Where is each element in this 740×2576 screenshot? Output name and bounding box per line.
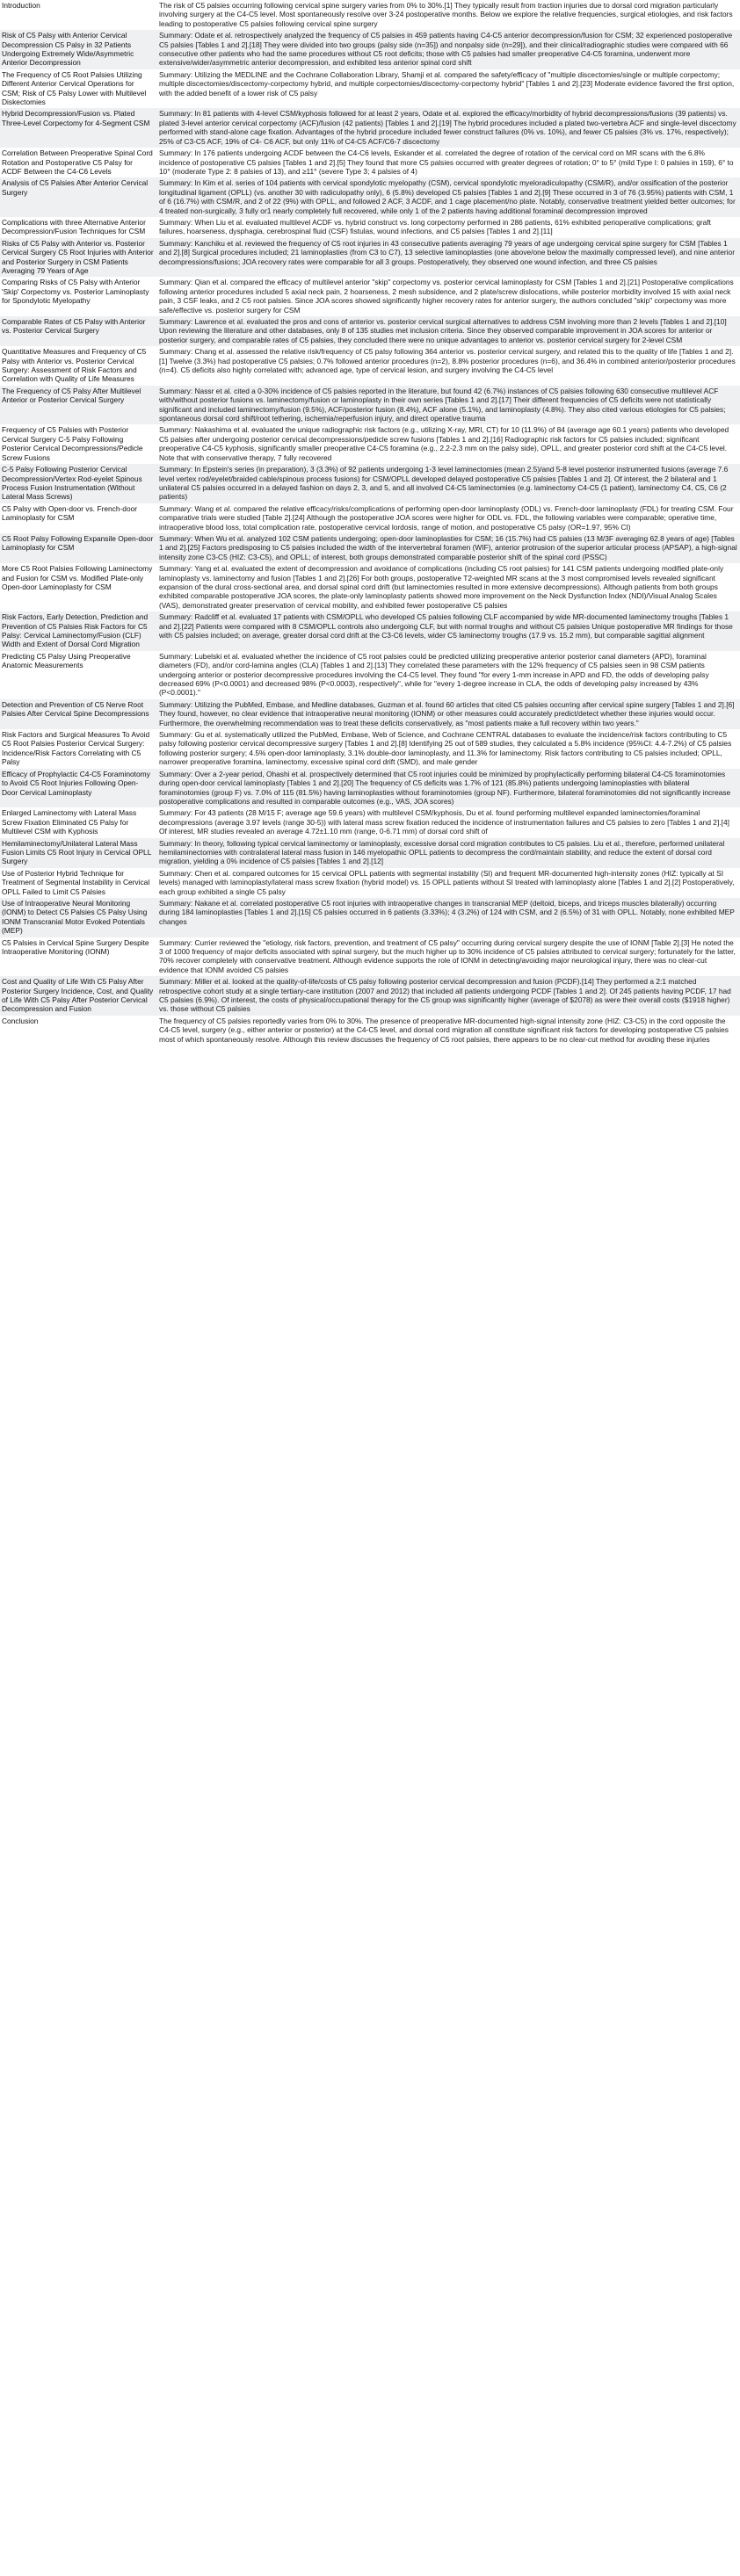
row-summary: Summary: In Epstein's series (in preparation), 3 (3.3%) of 92 patients undergoing 1-3 level laminectomies (mean 2.5)/and 5-8 level posterior instrumented fusions (average 7.6 level vertex rod/eyelet/braided cable/spinous process fusions) for CSM/OPLL developed delayed postoperative C5 palsies [Tables 1 and 2]. Of interest, the 2 bilateral and 1 unilateral C5 palsies occurred in a delayed fashion on days 2, 3, and 5, and all involved C4-C5 laminectomies (e.g. laminectomy C4-C5 (1 patient), laminectomy C4, C5, C6 (2 patients) [157,464,740,503]
table-row [0,386,740,425]
row-topic: C5 Root Palsy Following Expansile Open-door Laminoplasty for CSM [0,533,157,563]
table-row [0,69,740,109]
row-topic: Detection and Prevention of C5 Nerve Root Palsies After Cervical Spine Decompressions [0,699,157,729]
row-summary: The risk of C5 palsies occurring following cervical spine surgery varies from 0% to 30%.[1] They typically result from traction injuries due to dorsal cord migration particularly involving surgery at the C4-C5 level. Most spontaneously resolve over 3-24 postoperative months. Below we explore the relative frequencies, surgical etiologies, and risk factors leading to postoperative C5 palsies following cervical spine surgery [157,0,740,30]
table-row [0,563,740,611]
row-topic: Complications with three Alternative Anterior Decompression/Fusion Techniques for CSM [0,217,157,238]
row-topic: Frequency of C5 Palsies with Posterior Cervical Surgery C-5 Palsy Following Posterior Cervical Decompressions/Pedicle Screw Fusions [0,424,157,464]
row-summary: Summary: Over a 2-year period, Ohashi et al. prospectively determined that C5 root injuries could be minimized by prophylactically performing bilateral C4-C5 foraminotomies during open-door cervical laminoplasty [Tables 1 and 2].[20] The frequency of C5 deficits was 1.7% of 121 (85.8%) patients undergoing laminoplasties with bilateral foraminotomies (group F) vs. 7.0% of 115 (81.5%) having laminoplasties without foraminotomies (group NF). Furthermore, bilateral foraminotomies did not significantly increase postoperative complications and resulted in comparable outcomes (e.g., VAS, JOA scores) [157,769,740,808]
table-row [0,316,740,346]
table-row [0,30,740,69]
row-topic: Analysis of C5 Palsies After Anterior Cervical Surgery [0,177,157,217]
table-row [0,424,740,464]
table-row [0,238,740,278]
row-topic: Comparing Risks of C5 Palsy with Anterior 'Skip' Corpectomy vs. Posterior Laminoplasty for Spondylotic Myelopathy [0,277,157,316]
row-topic: Quantitative Measures and Frequency of C5 Palsy with Anterior vs. Posterior Cervical Surgery: Assessment of Risk Factors and Correlation with Quality of Life Measures [0,346,157,386]
row-summary: Summary: Wang et al. compared the relative efficacy/risks/complications of performing open-door laminoplasty (ODL) vs. French-door laminoplasty (FDL) for treating CSM. Four comparative trials were studied [Table 2].[24] Although the postoperative JOA scores were higher for ODL vs. FDL, the following variables were comparable; operative time, intraoperative blood loss, total complication rate, postoperative cervical lordosis, range of motion, and postoperative C5 palsy (OR=1.97, 95% CI) [157,503,740,533]
table-row [0,533,740,563]
row-summary: Summary: Lubelski et al. evaluated whether the incidence of C5 root palsies could be predicted utilizing preoperative anterior posterior canal diameters (APD), foraminal diameters (FD), and/or cord-lamina angles (CLA) [Tables 1 and 2].[13] They correlated these parameters with the 12% frequency of C5 palsies seen in 98 CSM patients undergoing anterior or posterior decompressive procedures involving the C4-C5 level. They found "for every 1-mm increase in APD and FD, the odds of developing palsy decreased 69% (P<0.0001) and decreased 98% (P<0.0003), respectively", while for "every 1-degree increase in CLA, the odds of developing palsy increased by 43% (P<0.0001)." [157,651,740,699]
table-row [0,976,740,1016]
row-topic: Predicting C5 Palsy Using Preoperative Anatomic Measurements [0,651,157,699]
table-row [0,769,740,808]
row-summary: Summary: For 43 patients (28 M/15 F; average age 59.6 years) with multilevel CSM/kyphosis, Du et al. found performing multilevel expanded laminectomies/foraminal decompressions (average 3.97 levels (range 30-5)) with lateral mass screw fixation reduced the incidence of instrumentation failures and C5 palsies to zero [Tables 1 and 2].[4] Of interest, MR studies revealed an average 4.72±1.10 mm (range, 0-6.71 mm) of dorsal cord shift of [157,807,740,837]
table-row [0,898,740,937]
row-topic: Use of Posterior Hybrid Technique for Treatment of Segmental Instability in Cervical OPLL Failed to Limit C5 Palsies [0,868,157,898]
row-topic: Hybrid Decompression/Fusion vs. Plated Three-Level Corpectomy for 4-Segment CSM [0,108,157,148]
row-summary: Summary: In 176 patients undergoing ACDF between the C4-C6 levels, Eskander et al. correlated the degree of rotation of the cervical cord on MR scans with the 6.8% incidence of postoperative C5 palsies [Tables 1 and 2].[5] They found that more C5 palsies occurred with greater degrees of rotation; 0° to 5° (mild Type I: 0 palsies in 159), 6° to 10° (moderate Type 2: 8 palsies of 13), and ≥11° (severe Type 3; 4 palsies of 4) [157,148,740,177]
row-topic: C5 Palsy with Open-door vs. French-door Laminoplasty for CSM [0,503,157,533]
table-row [0,177,740,217]
row-topic: Comparable Rates of C5 Palsy with Anterior vs. Posterior Cervical Surgery [0,316,157,346]
table-row [0,838,740,868]
row-topic: Risks of C5 Palsy with Anterior vs. Posterior Cervical Surgery C5 Root Injuries with Anterior and Posterior Surgery in CSM Patients Averaging 79 Years of Age [0,238,157,278]
row-topic: The Frequency of C5 Palsy After Multilevel Anterior or Posterior Cervical Surgery [0,386,157,425]
row-summary: Summary: Lawrence et al. evaluated the pros and cons of anterior vs. posterior cervical surgical alternatives to address CSM involving more than 2 levels [Tables 1 and 2].[10] Upon reviewing the literature and other databases, only 8 of 135 studies met inclusion criteria. Since they observed comparable improvement in JOA scores for anterior or posterior surgery, and comparable rates of C5 palsies, they concluded there were no unique advantages to anterior vs. posterior cervical surgery for 2-level CSM [157,316,740,346]
table-row [0,277,740,316]
table-row [0,1016,740,1046]
table-row [0,346,740,386]
row-summary: Summary: Odate et al. retrospectively analyzed the frequency of C5 palsies in 459 patients having C4-C5 anterior decompression/fusion for CSM; 32 experienced postoperative C5 palsies [Tables 1 and 2].[18] They were divided into two groups (palsy side (n=35]) and nonpalsy side (n=29]), and their clinical/radiographic studies were compared with 66 consecutive other patients who had the same procedures without C5 root deficits; those with C5 palsies had smaller preoperative C4-C5 foramina, underwent more extensive/wider/asymmetric anterior decompression, and exhibited less anterior spinal cord shift [157,30,740,69]
row-summary: Summary: Radcliff et al. evaluated 17 patients with CSM/OPLL who developed C5 palsies following CLF accompanied by wide MR-documented laminectomy troughs [Tables 1 and 2].[22] Patients were compared with 8 CSM/OPLL controls also undergoing CLF, but with normal troughs and without C5 palsies Unique postoperative MR findings for those with C5 palsies included; on average, greater dorsal cord drift at the C3-C6 levels, wider C5 laminectomy troughs (17.9 vs. 15.2 mm), but comparable sagittal alignment [157,611,740,651]
row-topic: Correlation Between Preoperative Spinal Cord Rotation and Postoperative C5 Palsy for ACDF Between the C4-C6 Levels [0,148,157,177]
row-topic: C5 Palsies in Cervical Spine Surgery Despite Intraoperative Monitoring (IONM) [0,937,157,977]
row-summary: Summary: Kanchiku et al. reviewed the frequency of C5 root injuries in 43 consecutive patients averaging 79 years of age undergoing cervical spine surgery for CSM [Tables 1 and 2].[8] Surgical procedures included; 21 laminoplasties (from C3 to C7), 13 selective laminoplasties (one above/one below the maximally compressed level), and nine anterior decompressions/fusions; JOA recovery rates were comparable for all 3 groups. Postoperatively, they observed one wound infection, and three C5 palsies [157,238,740,278]
row-summary: Summary: Chen et al. compared outcomes for 15 cervical OPLL patients with segmental instability (SI) and frequent MR-documented high-intensity zones (HIZ: typically at SI levels) managed with laminoplasty/lateral mass screw fixation (hybrid model) vs. 15 OPLL patients without SI treated with laminoplasty alone [Tables 1 and 2].[2] Postoperatively, each group exhibited a single C5 palsy [157,868,740,898]
table-row [0,464,740,503]
summary-table [0,0,740,1046]
table-row [0,217,740,238]
table-row [0,729,740,769]
table-row [0,148,740,177]
row-summary: The frequency of C5 palsies reportedly varies from 0% to 30%. The presence of preoperative MR-documented high-signal intensity zone (HIZ: C3-C5) in the cord opposite the C4-C5 level, surgery (e.g., either anterior or posterior) at the C4-C5 level, and dorsal cord migration all constitute significant risk factors for developing postoperative C5 palsies most of which spontaneously resolve. Although this review discusses the frequency of C5 root palsies, there appears to be no clear-cut method for avoiding these injuries [157,1016,740,1046]
row-summary: Summary: Nassr et al. cited a 0-30% incidence of C5 palsies reported in the literature, but found 42 (6.7%) instances of C5 palsies following 630 consecutive multilevel ACF with/without posterior fusions vs. laminectomy/fusion or laminoplasty in their own series [Tables 1 and 2].[17] Their different frequencies of C5 deficits were not statistically significant and included laminectomy/fusion (9.5%), ACF/posterior fusion (8.4%), ACF alone (5.1%), and laminoplasty (4.8%). They also cited various etiologies for C5 palsies; spontaneous dorsal cord shift/root tethering, ischemia/reperfusion injury, and direct operative trauma [157,386,740,425]
table-row [0,0,740,30]
row-topic: Hemilaminectomy/Unilateral Lateral Mass Fusion Limits C5 Root Injury in Cervical OPLL Surgery [0,838,157,868]
row-topic: Introduction [0,0,157,30]
row-summary: Summary: Yang et al. evaluated the extent of decompression and avoidance of complications (including C5 root palsies) for 141 CSM patients undergoing modified plate-only laminoplasty vs. laminectomy and fusion [Tables 1 and 2].[26] For both groups, postoperative T2-weighted MR scans at the 3 most compromised levels revealed significant expansion of the dural cross-sectional area, and dorsal spinal cord drift (but laminectomies resulted in more extensive decompressions). Although patients from both groups exhibited comparable postoperative JOA scores, the plate-only laminoplasty patients showed more improvement on the Neck Dysfunction Index (NDI)/Visual Analog Scales (VAS), demonstrated greater preservation of cervical mobility, and exhibited fewer postoperative C5 palsies [157,563,740,611]
table-row [0,503,740,533]
table-row [0,807,740,837]
row-summary: Summary: When Wu et al. analyzed 102 CSM patients undergoing; open-door laminoplasties for CSM; 16 (15.7%) had C5 palsies (13 M/3F averaging 62.8 years of age) [Tables 1 and 2].[25] Factors predisposing to C5 palsies included the width of the intervertebral foramen (WIF), anterior protrusion of the superior articular process (APSAP), a high-signal intensity zone C3-C5 (HIZ: C3-C5), and OPLL; of interest, both groups demonstrated comparable posterior shift of the spinal cord (PSSC) [157,533,740,563]
row-summary: Summary: When Liu et al. evaluated multilevel ACDF vs. hybrid construct vs. long corpectomy performed in 286 patients, 61% exhibited perioperative complications; graft failures, hoarseness, dysphagia, cerebrospinal fluid (CSF) fistulas, wound infections, and C5 palsies [Tables 1 and 2].[11] [157,217,740,238]
row-summary: Summary: Chang et al. assessed the relative risk/frequency of C5 palsy following 364 anterior vs. posterior cervical surgery, and related this to the quality of life [Tables 1 and 2].[1] Twelve (3.3%) had postoperative C5 palsies; 0.7% followed anterior procedures (n=2), 8.8% posterior procedures (n=6), and 36.4% in combined anterior/posterior procedures (n=4). C5 deficits also highly correlated with; advanced age, type of cervical lesion, and surgery involving the C4-C5 level [157,346,740,386]
row-summary: Summary: Miller et al. looked at the quality-of-life/costs of C5 palsy following posterior cervical decompression and fusion (PCDF).[14] They performed a 2:1 matched retrospective cohort study at a single tertiary-care institution (2007 and 2012) that included all patients undergoing PCDF [Tables 1 and 2]. Of 245 patients having PCDF, 17 had C5 palsies (6.9%). Of interest, the costs of physical/occupational therapy for the C5 group was significantly higher (average of $2078) as were their overall costs ($1918 higher) vs. those without C5 palsies [157,976,740,1016]
row-summary: Summary: Nakane et al. correlated postoperative C5 root injuries with intraoperative changes in transcranial MEP (deltoid, biceps, and triceps muscles bilaterally) occurring during 184 laminoplasties [Tables 1 and 2].[15] C5 palsies occurred in 6 patients (3.33%); 4 (3.2%) of 124 with CSM, and 2 (6.5%) of 31 with OPLL. Notably, none exhibited MEP changes [157,898,740,937]
table-row [0,611,740,651]
row-topic: Enlarged Laminectomy with Lateral Mass Screw Fixation Eliminated C5 Palsy for Multilevel CSM with Kyphosis [0,807,157,837]
row-summary: Summary: Currier reviewed the "etiology, risk factors, prevention, and treatment of C5 palsy" occurring during cervical surgery despite the use of IONM [Table 2].[3] He noted the 3 of 1000 frequency of major deficits associated with spinal surgery, but the much higher up to 30% incidence of C5 palsies attributed to cervical surgery; fortunately for the latter, 70% recover completely with conservative treatment. Although evidence supports the role of IONM in detecting/avoiding major neurological injury, there was no clear-cut evidence that IONM avoided C5 palsies [157,937,740,977]
row-topic: Risk of C5 Palsy with Anterior Cervical Decompression C5 Palsy in 32 Patients Undergoing Extremely Wide/Asymmetric Anterior Decompression [0,30,157,69]
row-topic: Cost and Quality of Life With C5 Palsy After Posterior Surgery Incidence, Cost, and Quality of Life With C5 Palsy After Posterior Cervical Decompression and Fusion [0,976,157,1016]
table-row [0,868,740,898]
row-topic: Risk Factors, Early Detection, Prediction and Prevention of C5 Palsies Risk Factors for C5 Palsy: Cervical Laminectomy/Fusion (CLF) Width and Extent of Dorsal Cord Migration [0,611,157,651]
row-topic: Use of Intraoperative Neural Monitoring (IONM) to Detect C5 Palsies C5 Palsy Using IONM Transcranial Motor Evoked Potentials (MEP) [0,898,157,937]
row-topic: More C5 Root Palsies Following Laminectomy and Fusion for CSM vs. Modified Plate-only Open-door Laminoplasty for CSM [0,563,157,611]
row-summary: Summary: In 81 patients with 4-level CSM/kyphosis followed for at least 2 years, Odate et al. explored the efficacy/morbidity of hybrid decompressions/fusions (39 patients) vs. plated 3-level anterior cervical corpectomy (ACF)/fusion (42 patients) [Tables 1 and 2].[19] The hybrid procedures included a plated two-vertebra ACF and single-level discectomy performed with stand-alone cage fixation. Advantages of the hybrid procedure included fewer construct failures (0% vs. 10%), and fewer C5 palsies (3% vs. 17%, respectively); 25% of C3-C5 ACF, 19% of C4- C6 ACF, but only 11% of C4-C5 ACF/C6-7 discectomy [157,108,740,148]
row-topic: Risk Factors and Surgical Measures To Avoid C5 Root Palsies Posterior Cervical Surgery: Incidence/Risk Factors Correlating with C5 Palsy [0,729,157,769]
row-summary: Summary: Nakashima et al. evaluated the unique radiographic risk factors (e.g., utilizing X-ray, MRI, CT) for 10 (11.9%) of 84 (average age 60.1 years) patients who developed C5 palsies after undergoing posterior cervical decompressions/pedicle screw fusions [Tables 1 and 2].[16] Radiographic risk factors for C5 palsies included; significant preoperative C4-C5 kyphosis, significantly smaller preoperative C4-C5 foramina (e.g., 2.2-2.3 mm on the palsy side), OPLL, and greater posterior cord shift at the C4-C5 level. Note that with conservative therapy, 7 fully recovered [157,424,740,464]
row-summary: Summary: In Kim et al. series of 104 patients with cervical spondylotic myelopathy (CSM), cervical spondylotic myeloradiculopathy (CSM/R), and/or ossification of the posterior longitudinal ligament (OPLL) (vs. another 30 with radiculopathy only), 6 (5.8%) developed C5 palsies [Tables 1 and 2].[9] These occurred in 3 of 76 (3.95%) patients with CSM, 1 of 6 (16.7%) with CSM/R, and 2 of 22 (9%) with OPLL, and followed 2 ACF, 3 ACDF, and 1 cage placement/no plate. Notably, conservative treatment yielded better outcomes; for 4 treated non-surgically, 3 fully or1 nearly completely full recovered, while only 1 of the 2 patients having additional foraminal decompression improved [157,177,740,217]
table-row [0,108,740,148]
row-topic: C-5 Palsy Following Posterior Cervical Decompression/Vertex Rod-eyelet Spinous Process Fusion Instrumentation (Without Lateral Mass Screws) [0,464,157,503]
row-topic: Efficacy of Prophylactic C4-C5 Foraminotomy to Avoid C5 Root Injuries Following Open-Door Cervical Laminoplasty [0,769,157,808]
table-row [0,651,740,699]
table-row [0,937,740,977]
row-summary: Summary: Gu et al. systematically utilized the PubMed, Embase, Web of Science, and Cochrane CENTRAL databases to evaluate the incidence/risk factors contributing to C5 palsy following posterior cervical decompressive surgery [Tables 1 and 2].[8] Identifying 25 out of 589 studies, they calculated a 5.8% incidence (95%CI: 4.4-7.2%) of C5 palsies following posterior surgery; 4.5% open-door laminoplasty, 3.1% double-door laminoplasty, and 11.3% for laminectomy. Risk factors contributing to C5 palsies included; OPLL, narrower preoperative foramina, laminectomy, excessive spinal cord drift (SMD), and male gender [157,729,740,769]
row-summary: Summary: In theory, following typical cervical laminectomy or laminoplasty, excessive dorsal cord migration contributes to C5 palsies. Liu et al., therefore, performed unilateral hemilaminectomies with contralateral lateral mass fusion in 146 myelopathic OPLL patients to decompress the cord/maintain stability, and reduce the extent of dorsal cord migration, yielding a 0% incidence of C5 palsies [Tables 1 and 2].[12] [157,838,740,868]
row-summary: Summary: Utilizing the MEDLINE and the Cochrane Collaboration Library, Shamji et al. compared the safety/efficacy of "multiple discectomies/single or multiple corpectomy; multiple discectomies/discectomy-corpectomy hybrid, and multiple corpectomies/discectomy-corpectomy hybrid" [Tables 1 and 2].[23] Moderate evidence favored the first option, with the added benefit of a lower risk of C5 palsy [157,69,740,109]
row-topic: The Frequency of C5 Root Palsies Utilizing Different Anterior Cervical Operations for CSM; Risk of C5 Palsy Lower with Multilevel Diskectomies [0,69,157,109]
table-row [0,699,740,729]
row-summary: Summary: Qian et al. compared the efficacy of multilevel anterior "skip" corpectomy vs. posterior cervical laminoplasty for CSM [Tables 1 and 2].[21] Postoperative complications following anterior procedures included 5 axial neck pain, 2 hoarseness, 2 mesh subsidence, and 2 plate/screw dislocations, while posterior morbidity involved 15 with axial neck pain, 3 CSF leaks, and 2 C5 root palsies. Since JOA scores showed significantly higher recovery rates for anterior surgery, the authors concluded "skip" corpectomy was more safe/effective vs. posterior surgery for CSM [157,277,740,316]
table-body [0,0,740,1046]
row-summary: Summary: Utilizing the PubMed, Embase, and Medline databases, Guzman et al. found 60 articles that cited C5 palsies occurring after cervical spine surgery [Tables 1 and 2].[6] They found, however, no clear evidence that intraoperative neural monitoring (IONM) or other measures could accurately predict/detect whether these injuries would occur. Furthermore, the overwhelming recommendation was to treat these deficits conservatively, as "most patients make a full recovery within two years." [157,699,740,729]
row-topic: Conclusion [0,1016,157,1046]
